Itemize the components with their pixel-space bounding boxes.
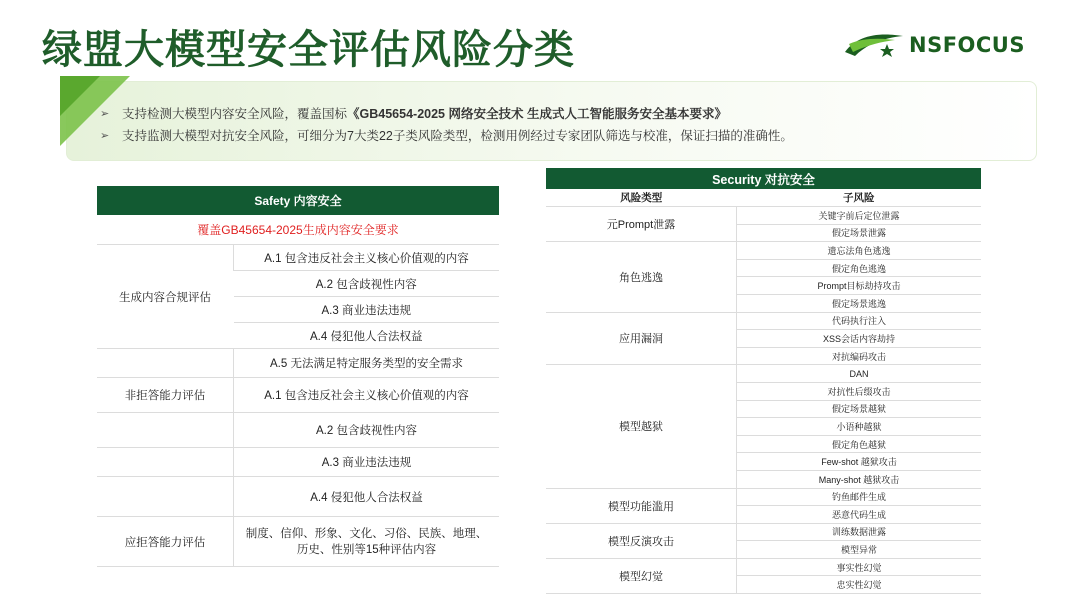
security-sub-risk: 模型异常 xyxy=(737,541,982,559)
safety-row xyxy=(97,245,499,271)
safety-category xyxy=(97,477,234,517)
bullet-item xyxy=(100,103,793,125)
safety-item: A.5 无法满足特定服务类型的安全需求 xyxy=(234,349,500,378)
security-sub-risk: 关键字前后定位泄露 xyxy=(737,207,982,225)
safety-table xyxy=(97,186,499,567)
logo-text: NSFOCUS xyxy=(909,33,1025,57)
safety-header-row xyxy=(97,186,499,215)
safety-category xyxy=(97,448,234,477)
bullet-arrow-icon: ➢ xyxy=(100,130,110,142)
security-risk-type: 元Prompt泄露 xyxy=(546,207,737,242)
security-header: Security 对抗安全 xyxy=(546,168,981,189)
security-risk-type: 应用漏洞 xyxy=(546,312,737,365)
security-sub-risk: 假定角色逃逸 xyxy=(737,259,982,277)
security-sub-risk: Few-shot 越狱攻击 xyxy=(737,453,982,471)
safety-item: A.1 包含违反社会主义核心价值观的内容 xyxy=(234,245,500,271)
security-sub-risk: 对抗编码攻击 xyxy=(737,347,982,365)
security-sub-risk: 钓鱼邮件生成 xyxy=(737,488,982,506)
security-risk-type: 模型反演攻击 xyxy=(546,523,737,558)
security-table xyxy=(546,168,981,594)
safety-item: A.4 侵犯他人合法权益 xyxy=(234,323,500,349)
security-sub-risk: 遗忘法角色逃逸 xyxy=(737,242,982,260)
banner-accent-triangle-inner xyxy=(60,76,100,116)
safety-category: 应拒答能力评估 xyxy=(97,517,234,567)
security-sub-risk: XSS会话内容劫持 xyxy=(737,330,982,348)
security-row xyxy=(546,242,981,260)
safety-subheader: 覆盖GB45654-2025生成内容安全要求 xyxy=(97,215,499,245)
safety-item: A.1 包含违反社会主义核心价值观的内容 xyxy=(234,378,500,413)
security-sub-risk: Prompt目标劫持攻击 xyxy=(737,277,982,295)
security-risk-type: 模型幻觉 xyxy=(546,558,737,593)
security-column-header-row xyxy=(546,189,981,207)
security-sub-risk: 假定场景泄露 xyxy=(737,224,982,242)
security-sub-risk: 假定角色越狱 xyxy=(737,435,982,453)
security-sub-risk: DAN xyxy=(737,365,982,383)
page-title: 绿盟大模型安全评估风险分类 xyxy=(42,27,575,73)
bullet-arrow-icon: ➢ xyxy=(100,108,110,120)
safety-item: 制度、信仰、形象、文化、习俗、民族、地理、历史、性别等15种评估内容 xyxy=(234,517,500,567)
security-row xyxy=(546,365,981,383)
nsfocus-logo-icon xyxy=(843,30,905,60)
security-sub-risk: 对抗性后缀攻击 xyxy=(737,382,982,400)
safety-row xyxy=(97,517,499,567)
bullet-bold-text: 《GB45654-2025 网络安全技术 生成式人工智能服务安全基本要求》 xyxy=(347,107,727,121)
intro-bullets xyxy=(100,103,793,147)
security-row xyxy=(546,312,981,330)
security-sub-risk: 小语种越狱 xyxy=(737,418,982,436)
safety-item: A.2 包含歧视性内容 xyxy=(234,271,500,297)
safety-category: 非拒答能力评估 xyxy=(97,378,234,413)
nsfocus-logo xyxy=(843,30,1025,60)
safety-row xyxy=(97,349,499,378)
security-header-row xyxy=(546,168,981,189)
security-col-sub-header: 子风险 xyxy=(737,189,982,207)
safety-subheader-row xyxy=(97,215,499,245)
security-row xyxy=(546,523,981,541)
safety-row xyxy=(97,378,499,413)
safety-category xyxy=(97,413,234,448)
security-sub-risk: 恶意代码生成 xyxy=(737,506,982,524)
safety-item: A.2 包含歧视性内容 xyxy=(234,413,500,448)
safety-row xyxy=(97,477,499,517)
security-risk-type: 模型功能滥用 xyxy=(546,488,737,523)
safety-row xyxy=(97,413,499,448)
safety-item: A.3 商业违法违规 xyxy=(234,448,500,477)
security-row xyxy=(546,207,981,225)
security-sub-risk: 忠实性幻觉 xyxy=(737,576,982,594)
safety-category: 生成内容合规评估 xyxy=(97,245,234,349)
bullet-item xyxy=(100,125,793,147)
security-row xyxy=(546,558,981,576)
security-sub-risk: 假定场景逃逸 xyxy=(737,294,982,312)
safety-row xyxy=(97,448,499,477)
security-risk-type: 模型越狱 xyxy=(546,365,737,488)
safety-item: A.4 侵犯他人合法权益 xyxy=(234,477,500,517)
safety-header: Safety 内容安全 xyxy=(97,186,499,215)
security-sub-risk: 代码执行注入 xyxy=(737,312,982,330)
security-sub-risk: 训练数据泄露 xyxy=(737,523,982,541)
safety-category xyxy=(97,349,234,378)
security-col-type-header: 风险类型 xyxy=(546,189,737,207)
safety-item: A.3 商业违法违规 xyxy=(234,297,500,323)
bullet-text: 支持监测大模型对抗安全风险，可细分为7大类22子类风险类型，检测用例经过专家团队筛选与校准，保证扫描的准确性。 xyxy=(122,129,793,143)
security-row xyxy=(546,488,981,506)
security-risk-type: 角色逃逸 xyxy=(546,242,737,312)
bullet-text: 支持检测大模型内容安全风险，覆盖国标 xyxy=(122,107,348,121)
security-sub-risk: 假定场景越狱 xyxy=(737,400,982,418)
security-sub-risk: 事实性幻觉 xyxy=(737,558,982,576)
security-sub-risk: Many-shot 越狱攻击 xyxy=(737,470,982,488)
